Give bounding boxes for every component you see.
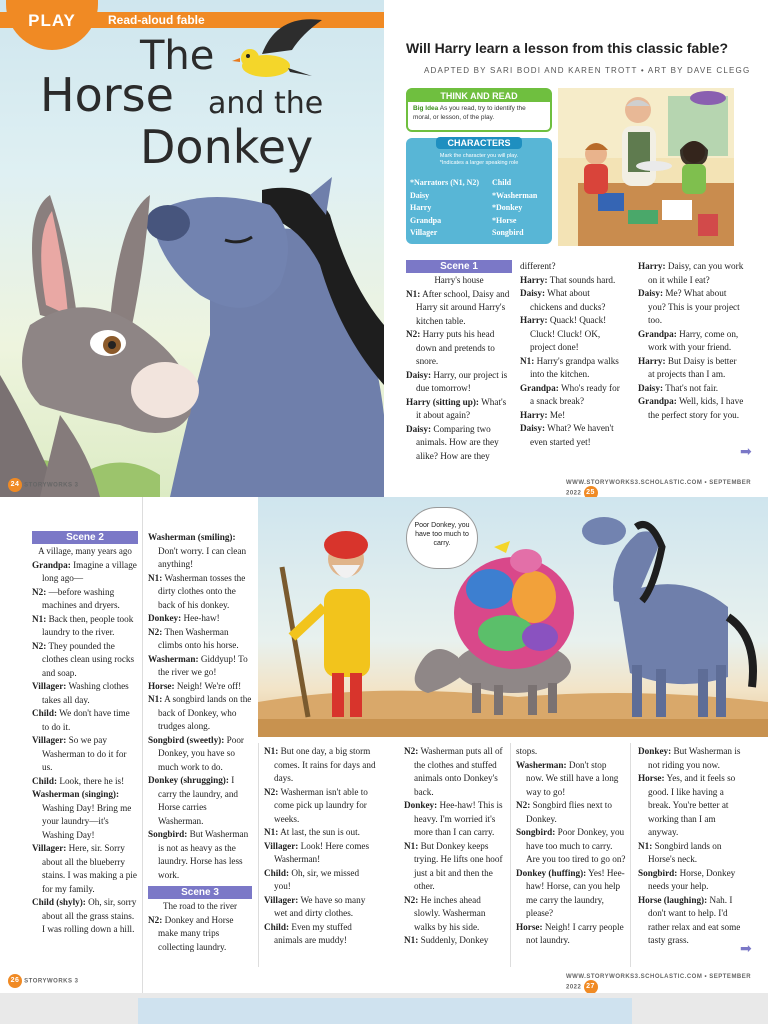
column-divider — [630, 743, 631, 967]
script-line: Daisy: Comparing two animals. How are they alike? How are they — [406, 423, 499, 461]
script-line: stops. — [516, 746, 538, 756]
script-line: Washerman: Don't stop now. We still have a long way to go! — [516, 759, 619, 797]
script-line: N2: He inches ahead slowly. Washerman walks by his side. — [404, 894, 486, 932]
scene-1-heading: Scene 1 — [406, 260, 512, 273]
character-item: *Narrators (N1, N2) — [410, 178, 480, 187]
script-line: N1: Songbird lands on Horse's neck. — [638, 840, 722, 864]
script-column-1 — [32, 531, 138, 937]
script-column-2 — [520, 260, 624, 449]
script-column-3 — [264, 745, 376, 948]
script-line: Washerman (smiling): Don't worry. I can clean anything! — [148, 532, 247, 569]
script-line: Child: We don't have time to do it. — [32, 708, 130, 732]
script-column-2 — [516, 745, 626, 948]
script-column-2 — [148, 531, 252, 954]
character-item: Villager — [410, 228, 438, 237]
script-line: Songbird: But Washerman is not as heavy as the laundry. Horse has less work. — [148, 829, 249, 880]
script-line: N2: Songbird flies next to Donkey. — [516, 800, 612, 824]
title-donkey: Donkey — [140, 120, 314, 174]
page-number: 26 — [8, 974, 22, 988]
script-column-1 — [404, 745, 508, 948]
script-line: N2: Then Washerman climbs onto his horse. — [148, 626, 239, 650]
lead-question: Will Harry learn a lesson from this classic fable? — [406, 40, 728, 56]
script-line: Harry: That sounds hard. — [520, 274, 616, 285]
characters-col-1 — [410, 177, 479, 240]
washerman-donkey-horse-illustration — [258, 497, 768, 737]
character-item: Grandpa — [410, 215, 442, 225]
script-column-3 — [638, 260, 744, 422]
footer-text: WWW.STORYWORKS3.SCHOLASTIC.COM • SEPTEMBER 2022 — [566, 974, 752, 991]
script-line: Daisy: That's not fair. — [638, 382, 719, 393]
script-line: Child (shyly): Oh, sir, sorry about all the grass stains. I was rolling down a hill. — [32, 897, 137, 934]
column-divider — [510, 743, 511, 967]
script-line: Villager: We have so many wet and dirty clothes. — [264, 894, 366, 918]
script-line: Donkey: Hee-haw! — [148, 613, 220, 623]
title-horse: Horse — [40, 68, 174, 122]
page-footer-left — [8, 974, 79, 988]
script-line: Songbird: Horse, Donkey needs your help. — [638, 867, 736, 891]
script-line: Donkey (shrugging): I carry the laundry, and Horse carries Washerman. — [148, 775, 239, 826]
page-footer-left — [8, 478, 79, 492]
script-line: Harry (sitting up): What's it about again? — [406, 396, 507, 420]
kicker-text: Read-aloud fable — [108, 13, 205, 27]
script-column-3 — [638, 745, 744, 948]
script-line: Child: Oh, sir, we missed you! — [264, 867, 360, 891]
script-line: Horse: Neigh! I carry people not laundry. — [516, 921, 624, 945]
continue-arrow-icon: ➡ — [740, 444, 752, 460]
script-line: N2: —before washing machines and dryers. — [32, 586, 120, 610]
title-the: The — [140, 33, 215, 79]
script-line: Donkey: Hee-haw! This is heavy. I'm worried it's more than I can carry. — [404, 800, 503, 837]
script-line: Grandpa: Imagine a village long ago— — [32, 559, 137, 583]
think-and-read-box — [406, 88, 552, 132]
script-line: Child: Even my stuffed animals are muddy! — [264, 921, 352, 945]
script-line: Donkey (huffing): Yes! Hee-haw! Horse, can you help me carry the laundry, please? — [516, 867, 625, 918]
page-25 — [384, 0, 768, 497]
script-line: Washerman: Giddyup! To the river we go! — [148, 653, 248, 677]
script-line: Villager: So we pay Washerman to do it for us. — [32, 735, 127, 772]
think-and-read-header: THINK AND READ — [408, 90, 550, 102]
character-item: Songbird — [492, 228, 524, 237]
page-number: 24 — [8, 478, 22, 492]
footer-text: WWW.STORYWORKS3.SCHOLASTIC.COM • SEPTEMBER 2022 — [566, 480, 752, 497]
script-line: Washerman (singing): Washing Day! Bring me your laundry—it's Washing Day! — [32, 789, 132, 840]
column-divider — [258, 743, 259, 967]
character-item: *Washerman — [492, 190, 538, 200]
script-line: Daisy: What about chickens and ducks? — [520, 288, 606, 312]
page-24-title-spread — [0, 0, 384, 497]
script-line: N1: A songbird lands on the back of Donkey, who trudges along. — [148, 694, 252, 731]
script-line: Songbird (sweetly): Poor Donkey, you have so much work to do. — [148, 734, 244, 772]
characters-box — [406, 138, 552, 244]
script-line: Child: Look, there he is! — [32, 775, 125, 786]
script-line: N1: After school, Daisy and Harry sit around Harry's kitchen table. — [406, 288, 510, 326]
play-badge: PLAY — [6, 0, 98, 50]
scene-2-setting: A village, many years ago — [38, 546, 132, 556]
script-line: Harry: Quack! Quack! Cluck! Cluck! OK, project done! — [520, 315, 607, 352]
script-line: N2: Harry puts his head down and pretends to snore. — [406, 329, 495, 366]
scene-1-setting: Harry's house — [434, 275, 484, 285]
script-line: Grandpa: Harry, come on, work with your friend. — [638, 328, 739, 352]
horse-and-donkey-illustration — [0, 175, 384, 497]
script-line: Villager: Here, sir. Sorry about all the blueberry stains. I was making a pie for my family. — [32, 843, 137, 894]
footer-text: STORYWORKS 3 — [24, 482, 79, 489]
script-line: Harry: Me! — [520, 409, 566, 420]
character-item: Daisy — [410, 190, 430, 200]
scene-3-setting: The road to the river — [163, 901, 237, 911]
characters-col-2 — [492, 177, 537, 240]
script-line: Harry: But Daisy is better at projects than I am. — [638, 355, 737, 379]
script-line: Horse: Yes, and it feels so good. I like having a break. You're better at working than I am anyway. — [638, 773, 736, 837]
page-footer-right — [566, 480, 768, 497]
scene-3-heading: Scene 3 — [148, 886, 252, 899]
script-line: N1: At last, the sun is out. — [264, 827, 360, 837]
scene-2-heading: Scene 2 — [32, 531, 138, 544]
script-line: Songbird: Poor Donkey, you have too much to carry. Are you too tired to go on? — [516, 827, 626, 864]
character-item: *Donkey — [492, 203, 523, 212]
characters-header: CHARACTERS — [436, 137, 522, 149]
characters-note-speaking: *Indicates a larger speaking role — [439, 160, 519, 167]
character-item: Child — [492, 178, 512, 187]
next-page-peek — [138, 998, 632, 1024]
column-divider — [142, 497, 143, 993]
script-line: N1: But one day, a big storm comes. It rains for days and days. — [264, 746, 376, 783]
bird-illustration — [232, 14, 324, 86]
script-line: N1: But Donkey keeps trying. He lifts one hoof just a bit and then the other. — [404, 840, 503, 891]
script-line: Daisy: What? We haven't even started yet! — [520, 423, 614, 447]
character-item: Harry — [410, 203, 432, 212]
big-idea-label: Big Idea — [413, 105, 439, 112]
script-line: N2: Washerman isn't able to come pick up laundry for weeks. — [264, 786, 368, 824]
page-number: 27 — [584, 980, 598, 993]
script-line: Harry: Daisy, can you work on it while I eat? — [638, 261, 744, 285]
script-line: N1: Harry's grandpa walks into the kitchen. — [520, 355, 619, 379]
page-footer-right — [566, 974, 768, 993]
characters-note: Mark the character you will play. — [439, 153, 519, 159]
script-line: N1: Back then, people took laundry to the river. — [32, 613, 134, 637]
script-line: Villager: Look! Here comes Washerman! — [264, 840, 370, 864]
script-line: N1: Washerman tosses the dirty clothes onto the back of his donkey. — [148, 572, 246, 610]
script-line: Daisy: Me? What about you? This is your project too. — [638, 288, 740, 325]
script-line: Grandpa: Well, kids, I have the perfect story for you. — [638, 396, 744, 420]
big-idea-text: As you read, try to identify the moral, or lesson, of the play. — [413, 105, 526, 121]
script-line: N1: Suddenly, Donkey — [404, 935, 489, 945]
page-number: 25 — [584, 486, 598, 497]
script-line: N2: Donkey and Horse make many trips collecting laundry. — [148, 914, 234, 952]
footer-text: STORYWORKS 3 — [24, 978, 79, 985]
script-line: Daisy: Harry, our project is due tomorrow! — [406, 369, 508, 393]
script-column-1 — [406, 260, 512, 463]
script-line: N2: They pounded the clothes clean using rocks and soap. — [32, 640, 135, 678]
script-line: Donkey: But Washerman is not riding you now. — [638, 746, 741, 770]
script-line: Horse (laughing): Nah. I don't want to help. I'd rather relax and eat some tasty grass. — [638, 894, 741, 945]
script-line: N2: Washerman puts all of the clothes and stuffed animals onto Donkey's back. — [404, 746, 503, 797]
continue-arrow-icon: ➡ — [740, 941, 752, 957]
script-line: different? — [520, 261, 556, 271]
character-item: *Horse — [492, 215, 517, 225]
script-line: Villager: Washing clothes takes all day. — [32, 681, 129, 705]
speech-bubble: Poor Donkey, you have too much to carry. — [406, 507, 478, 569]
kitchen-illustration — [558, 88, 734, 246]
script-line: Grandpa: Who's ready for a snack break? — [520, 382, 620, 406]
title-and-the: and the — [208, 86, 324, 121]
script-line: Horse: Neigh! We're off! — [148, 680, 242, 691]
byline: ADAPTED BY SARI BODI AND KAREN TROTT • ART BY DAVE CLEGG — [424, 66, 751, 75]
